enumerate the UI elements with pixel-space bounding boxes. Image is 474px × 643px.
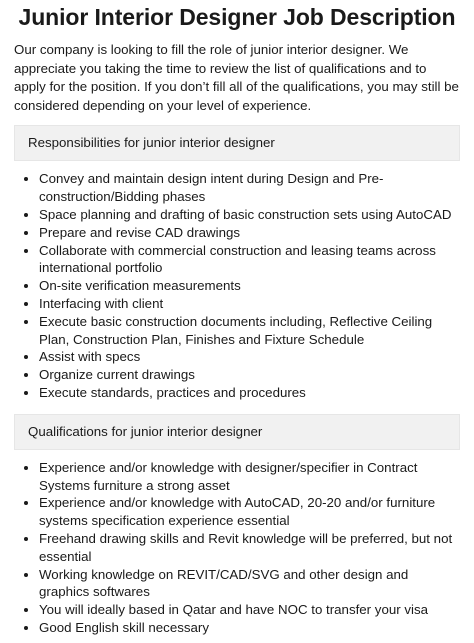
list-item: • Execute basic construction documents including, Reflective Ceiling Plan, Construction Plan, Finishes and Fixture Schedule — [39, 313, 460, 349]
responsibilities-header: Responsibilities for junior interior designer — [14, 125, 460, 161]
list-item: • You will ideally based in Qatar and have NOC to transfer your visa — [39, 601, 460, 619]
list-item: • Convey and maintain design intent during Design and Pre-construction/Bidding phases — [39, 170, 460, 206]
list-item: • Experience and/or knowledge with AutoCAD, 20-20 and/or furniture systems specification experience essential — [39, 494, 460, 530]
list-item: • Collaborate with commercial construction and leasing teams across international portfolio — [39, 242, 460, 278]
job-description-page — [0, 2, 474, 637]
list-item: • On-site verification measurements — [39, 277, 460, 295]
list-item: • Prepare and revise CAD drawings — [39, 224, 460, 242]
qualifications-header: Qualifications for junior interior designer — [14, 414, 460, 450]
responsibilities-list — [14, 170, 460, 401]
list-item: • Freehand drawing skills and Revit knowledge will be preferred, but not essential — [39, 530, 460, 566]
list-item: • Experience and/or knowledge with designer/specifier in Contract Systems furniture a strong asset — [39, 459, 460, 495]
qualifications-list — [14, 459, 460, 637]
list-item: • Good English skill necessary — [39, 619, 460, 637]
intro-paragraph: Our company is looking to fill the role of junior interior designer. We appreciate you taking the time to review the list of qualifications and to apply for the position. If you don’t fill all of the qualifications, you may still be considered depending on your level of experience. — [14, 42, 459, 113]
list-item: • Space planning and drafting of basic construction sets using AutoCAD — [39, 206, 460, 224]
page-title: Junior Interior Designer Job Description — [18, 4, 456, 30]
list-item: • Organize current drawings — [39, 366, 460, 384]
list-item: • Interfacing with client — [39, 295, 460, 313]
list-item: • Assist with specs — [39, 348, 460, 366]
list-item: • Working knowledge on REVIT/CAD/SVG and other design and graphics softwares — [39, 566, 460, 602]
list-item: • Execute standards, practices and procedures — [39, 384, 460, 402]
